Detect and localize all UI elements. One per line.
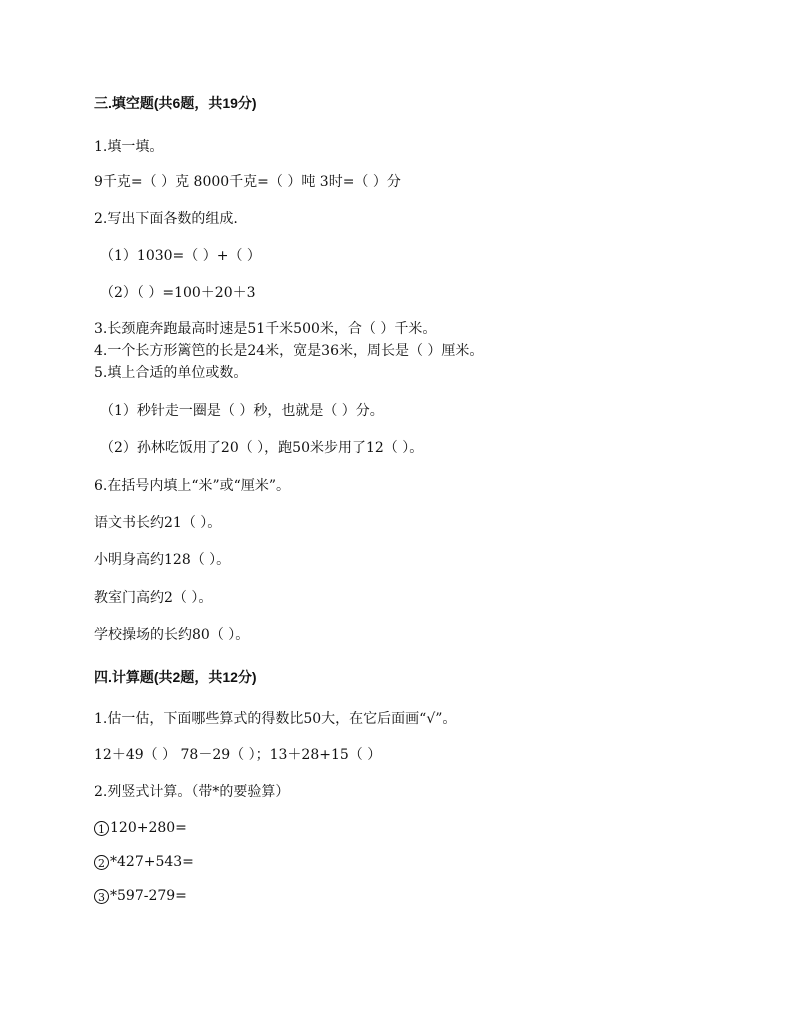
s3-q2-title: 2.写出下面各数的组成. xyxy=(94,211,238,227)
s4-q2-expression: 120+280= xyxy=(110,820,187,836)
s3-q6-item-3: 教室门高约2（ ）。 xyxy=(94,590,213,606)
section-4-heading: 四.计算题(共2题，共12分) xyxy=(94,669,257,685)
s3-q4: 4.一个长方形篱笆的长是24米，宽是36米，周长是（ ）厘米。 xyxy=(94,343,484,359)
s3-q5-title: 5.填上合适的单位或数。 xyxy=(94,365,248,381)
s3-q1-title: 1.填一填。 xyxy=(94,139,164,155)
s4-q2-item xyxy=(94,819,187,837)
s3-q2-item-2: （2）（ ）=100＋20＋3 xyxy=(100,285,256,301)
s3-q6-item-2: 小明身高约128（ ）。 xyxy=(94,552,231,568)
s3-q5-item-2: （2）孙林吃饭用了20（ ），跑50米步用了12（ ）。 xyxy=(100,440,424,456)
s4-q2-item xyxy=(94,887,187,905)
s3-q5-item-1: （1）秒针走一圈是（ ）秒，也就是（ ）分。 xyxy=(100,403,384,419)
s3-q6-item-4: 学校操场的长约80（ ）。 xyxy=(94,627,250,643)
s4-q2-expression: *597-279= xyxy=(110,888,187,904)
section-3-heading: 三.填空题(共6题，共19分) xyxy=(94,95,257,111)
s3-q6-item-1: 语文书长约21（ ）。 xyxy=(94,515,222,531)
circled-number-icon: 1 xyxy=(94,821,109,836)
circled-number-icon: 3 xyxy=(94,889,109,904)
s3-q1-line: 9千克=（ ）克 8000千克=（ ）吨 3时=（ ）分 xyxy=(94,174,401,190)
s3-q2-item-1: （1）1030=（ ）+（ ） xyxy=(100,248,261,264)
s4-q2-expression: *427+543= xyxy=(110,854,194,870)
s4-q1-line: 12＋49（ ） 78－29（ ）；13＋28+15（ ） xyxy=(94,747,382,763)
s4-q1-title: 1.估一估，下面哪些算式的得数比50大，在它后面画“√”。 xyxy=(94,711,457,727)
circled-number-icon: 2 xyxy=(94,855,109,870)
s3-q3: 3.长颈鹿奔跑最高时速是51千米500米，合（ ）千米。 xyxy=(94,321,437,337)
s3-q6-title: 6.在括号内填上“米”或“厘米”。 xyxy=(94,478,290,494)
s4-q2-item xyxy=(94,853,194,871)
s4-q2-title: 2.列竖式计算。（带*的要验算） xyxy=(94,784,290,800)
